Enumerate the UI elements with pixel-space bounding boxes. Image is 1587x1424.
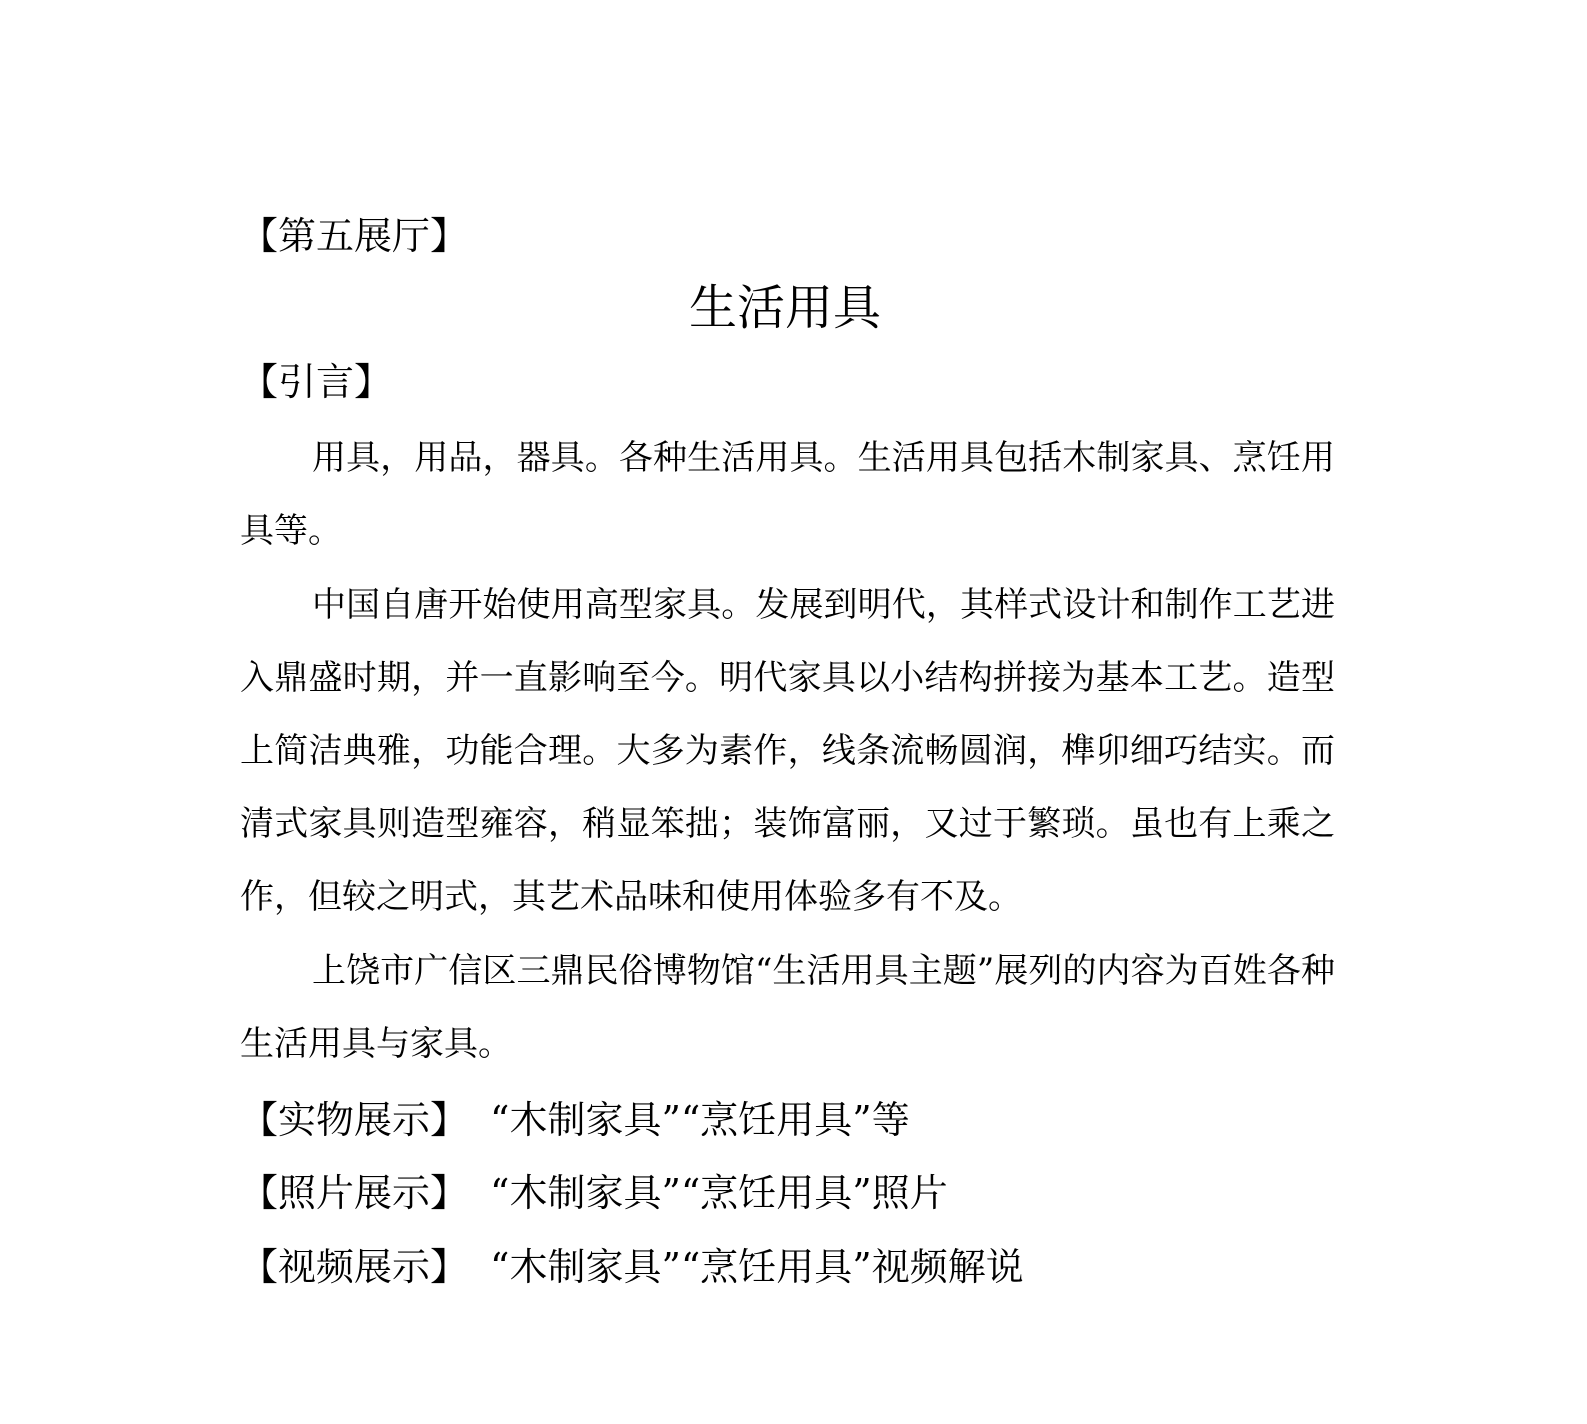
display-item-videos <box>240 1243 1024 1291</box>
page-title: 生活用具 <box>688 280 881 336</box>
display-item-objects <box>240 1096 910 1144</box>
display-item-content: “木制家具”“烹饪用具”照片 <box>490 1171 948 1215</box>
display-item-content: “木制家具”“烹饪用具”视频解说 <box>490 1245 1024 1289</box>
hall-label: 【第五展厅】 <box>240 214 469 258</box>
display-item-label: 【实物展示】 <box>240 1098 469 1142</box>
display-item-label: 【视频展示】 <box>240 1245 469 1289</box>
display-item-label: 【照片展示】 <box>240 1171 469 1215</box>
intro-label: 【引言】 <box>240 360 393 404</box>
display-item-content: “木制家具”“烹饪用具”等 <box>490 1098 910 1142</box>
intro-paragraph-3: 上饶市广信区三鼎民俗博物馆“生活用具主题”展列的内容为百姓各种生活用具与家具。 <box>240 951 1335 1064</box>
intro-paragraph-2: 中国自唐开始使用高型家具。发展到明代，其样式设计和制作工艺进入鼎盛时期，并一直影响至今。明代家具以小结构拼接为基本工艺。造型上简洁典雅，功能合理。大多为素作，线条流畅圆润，榫卯细巧结实。而清式家具则造型雍容，稍显笨拙；装饰富丽，又过于繁琐。虽也有上乘之作，但较之明式，其艺术品味和使用体验多有不及。 <box>240 585 1335 917</box>
display-item-photos <box>240 1169 948 1217</box>
intro-paragraph-1: 用具，用品，器具。各种生活用具。生活用具包括木制家具、烹饪用具等。 <box>240 438 1335 551</box>
